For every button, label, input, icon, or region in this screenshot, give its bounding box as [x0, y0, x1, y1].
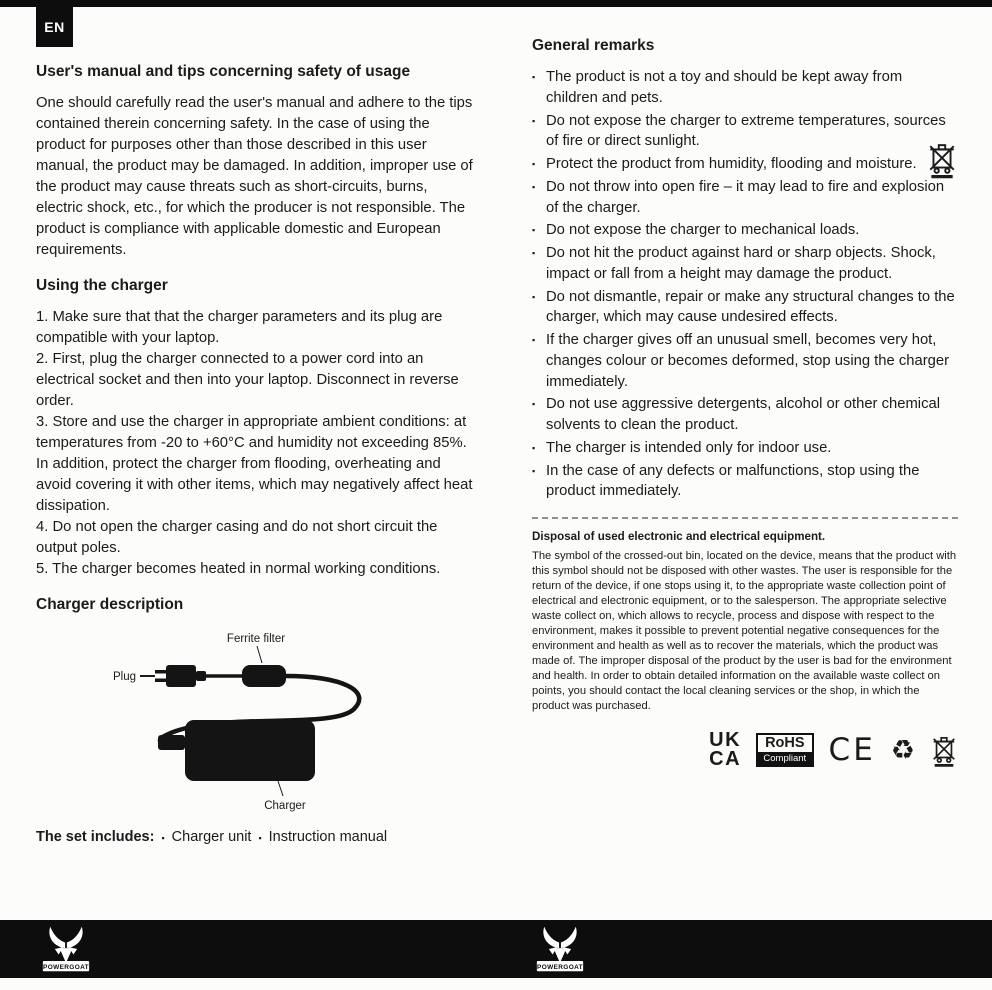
remark-item: ▪ Do not dismantle, repair or make any structural changes to the charger, which may cause undesired effects. — [532, 287, 958, 328]
remark-item: ▪ Do not expose the charger to mechanical loads. — [532, 220, 958, 241]
bullet-icon: ▪ — [532, 442, 536, 453]
language-badge: EN — [36, 7, 73, 47]
set-includes-label: The set includes: — [36, 829, 155, 846]
dashed-divider — [532, 517, 958, 519]
step-item: 3. Store and use the charger in appropriate ambient conditions: at temperatures from -20 to +60°C and humidity not exceeding 85%. In addition, protect the charger from flooding, overheating and avoid covering it with other items, which may negatively affect heat dissipation. — [36, 414, 473, 515]
charger-description-title: Charger description — [36, 596, 184, 614]
plug-label: Plug — [112, 671, 136, 684]
powergoat-logo — [532, 924, 588, 974]
charger-diagram — [36, 629, 474, 815]
powergoat-logo — [38, 924, 94, 974]
remark-item: ▪ Do not throw into open fire – it may lead to fire and explosion of the charger. — [532, 177, 958, 218]
remark-item: ▪ If the charger gives off an unusual smell, becomes very hot, changes colour or becomes deformed, stop using the charger immediately. — [532, 330, 958, 392]
ce-mark: CE — [828, 732, 876, 769]
bullet-icon: ▪ — [532, 225, 536, 236]
rohs-mark: RoHS Compliant — [756, 733, 813, 767]
step-item: 2. First, plug the charger connected to a power cord into an electrical socket and then into your laptop. Disconnect in reverse order. — [36, 351, 459, 410]
set-includes-item: Charger unit — [171, 829, 252, 846]
brand-text: POWERGOAT — [43, 963, 89, 971]
top-border-bar — [0, 0, 992, 7]
safety-section-title: User's manual and tips concerning safety of usage — [36, 63, 411, 80]
right-column — [532, 36, 958, 769]
bullet-icon: ▪ — [532, 181, 536, 192]
bullet-icon: ▪ — [532, 399, 536, 410]
remark-item: ▪ The charger is intended only for indoor use. — [532, 438, 958, 459]
recycle-icon: ♻ — [890, 734, 915, 766]
step-item: 4. Do not open the charger casing and do not short circuit the output poles. — [36, 519, 438, 557]
set-includes-item: Instruction manual — [268, 829, 388, 846]
charger-label: Charger — [264, 800, 306, 813]
bullet-icon: ▪ — [161, 833, 165, 844]
ukca-mark: UK CA — [709, 729, 742, 771]
using-charger-title: Using the charger — [36, 277, 168, 295]
brand-text: POWERGOAT — [537, 963, 583, 971]
bullet-icon: ▪ — [258, 833, 262, 844]
safety-text: One should carefully read the user's manual and adhere to the tips contained therein concerning safety. In the case of using the product for purposes other than those described in this user manual, the product may be damaged. In addition, improper use of the product may cause threats such as short-circuits, burns, electric shock, etc., for which the producer is not responsible. The product is compliance with applicable domestic and European requirements. — [36, 95, 473, 259]
certification-badges — [532, 731, 958, 769]
bullet-icon: ▪ — [532, 115, 536, 126]
bullet-icon: ▪ — [532, 158, 536, 169]
step-item: 1. Make sure that that the charger parameters and its plug are compatible with your laptop. — [36, 309, 443, 347]
weee-bin-icon — [930, 731, 958, 769]
left-column — [36, 62, 474, 845]
bullet-icon: ▪ — [532, 248, 536, 259]
remark-item: ▪ The product is not a toy and should be kept away from children and pets. — [532, 67, 958, 108]
bullet-icon: ▪ — [532, 335, 536, 346]
set-includes-row — [36, 829, 474, 845]
footer-bar — [0, 920, 992, 978]
remark-item: ▪ Do not use aggressive detergents, alcohol or other chemical solvents to clean the product. — [532, 394, 958, 435]
disposal-text: The symbol of the crossed-out bin, located on the device, means that the product with this symbol should not be disposed with other wastes. The user is responsible for the return of the device, if one stops using it, to the appropriate waste collection point of electrical and electronic equipment, or to the salesperson. The appropriate selective waste collect on, which allows to recycle, process and dispose with respect to the environment, makes it possible to prevent potential negative consequences for the environment and health as well as to recover the materials, which the product was made of. The improper disposal of the product by the user is bad for the environment and health. In order to obtain detailed information on the available waste collect on points, you should contact the local cleaning services or the shop, in which the product was purchased. — [532, 550, 957, 713]
bullet-icon: ▪ — [532, 465, 536, 476]
general-remarks-title: General remarks — [532, 37, 655, 54]
remark-item: ▪ In the case of any defects or malfunctions, stop using the product immediately. — [532, 461, 958, 502]
ferrite-filter-label: Ferrite filter — [226, 633, 286, 646]
bullet-icon: ▪ — [532, 72, 536, 83]
step-item: 5. The charger becomes heated in normal working conditions. — [36, 561, 441, 578]
remark-item: ▪ Protect the product from humidity, flooding and moisture. — [532, 154, 958, 175]
bullet-icon: ▪ — [532, 291, 536, 302]
disposal-title: Disposal of used electronic and electrical equipment. — [532, 530, 826, 544]
remark-item: ▪ Do not expose the charger to extreme temperatures, sources of fire or direct sunlight. — [532, 111, 958, 152]
remark-item: ▪ Do not hit the product against hard or sharp objects. Shock, impact or fall from a height may damage the product. — [532, 243, 958, 284]
